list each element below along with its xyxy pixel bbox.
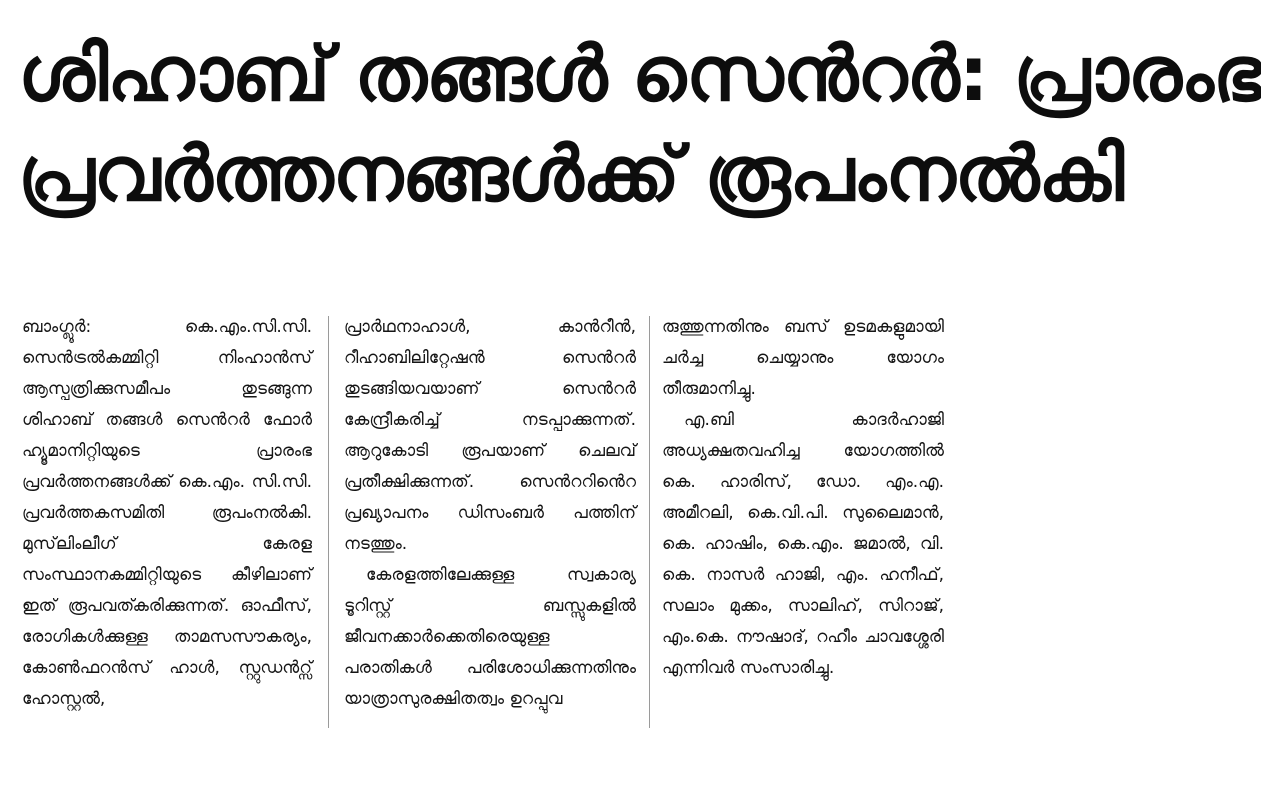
column-2 (344, 312, 636, 715)
column-1 (22, 312, 312, 715)
article-headline (18, 24, 1261, 224)
column-3-paragraph-2: എ.ബി കാദർഹാജി അധ്യക്ഷതവഹിച്ച യോഗത്തിൽ കെ. ഹാരിസ്, ഡോ. എം.എ. അമീറലി, കെ.വി.പി. സുലൈമാൻ, കെ. ഹാഷിം, കെ.എം. ജമാൽ, വി. കെ. നാസർ ഹാജി, എം. ഹനീഫ്, സലാം മുക്കം, സാലിഹ്, സിറാജ്, എം.കെ. നൗഷാദ്, റഹീം ചാവശ്ശേരി എന്നിവർ സംസാരിച്ചു. (662, 410, 944, 678)
column-divider-2 (649, 316, 650, 728)
column-2-paragraph-1: പ്രാർഥനാഹാൾ, കാൻറീൻ, റീഹാബിലിറ്റേഷൻ സെൻറർ തുടങ്ങിയവയാണ് സെൻറർ കേന്ദ്രീകരിച്ച് നടപ്പാക്കുന്നത്. ആറുകോടി രൂപയാണ് ചെലവ് പ്രതീക്ഷിക്കുന്നത്. സെൻററിൻെറ പ്രഖ്യാപനം ഡിസംബർ പത്തിന് നടത്തും. (344, 317, 636, 554)
column-3 (662, 312, 944, 684)
column-2-paragraph-2: കേരളത്തിലേക്കുള്ള സ്വകാര്യ ടൂറിസ്റ്റ് ബസ്സുകളിൽ ജീവനക്കാർക്കെതിരെയുള്ള പരാതികൾ പരിശോധിക്കുന്നതിനും യാത്രാസുരക്ഷിതത്വം ഉറപ്പുവ (344, 565, 636, 709)
column-1-paragraph-1: ബാംഗ്ലൂർ: കെ.എം.സി.സി. സെൻട്രൽകമ്മിറ്റി നിംഹാൻസ് ആസ്പത്രിക്കുസമീപം തുടങ്ങുന്ന ശിഹാബ് തങ്ങൾ സെൻറർ ഫോർ ഹ്യൂമാനിറ്റിയുടെ പ്രാരംഭ പ്രവർത്തനങ്ങൾക്ക് കെ.എം. സി.സി. പ്രവർത്തകസമിതി രൂപംനൽകി. മുസ്‌ലിംലീഗ് കേരള സംസ്ഥാനകമ്മിറ്റിയുടെ കീഴിലാണ് ഇത് രൂപവത്കരിക്കുന്നത്. ഓഫീസ്, രോഗികൾക്കുള്ള താമസസൗകര്യം, കോൺഫറൻസ് ഹാൾ, സ്റ്റുഡൻറ്സ് ഹോസ്റ്റൽ, (22, 317, 312, 709)
headline-line-2: പ്രവർത്തനങ്ങൾക്ക് രൂപംനൽകി (18, 129, 1124, 218)
column-3-paragraph-1: രുത്തുന്നതിനും ബസ് ഉടമകളുമായി ചർച്ച ചെയ്യാനും യോഗം തീരുമാനിച്ചു. (662, 317, 944, 399)
article-body (22, 312, 942, 732)
column-divider-1 (328, 316, 329, 728)
headline-line-1: ശിഹാബ് തങ്ങൾ സെൻറർ: പ്രാരംഭ (18, 29, 1261, 118)
